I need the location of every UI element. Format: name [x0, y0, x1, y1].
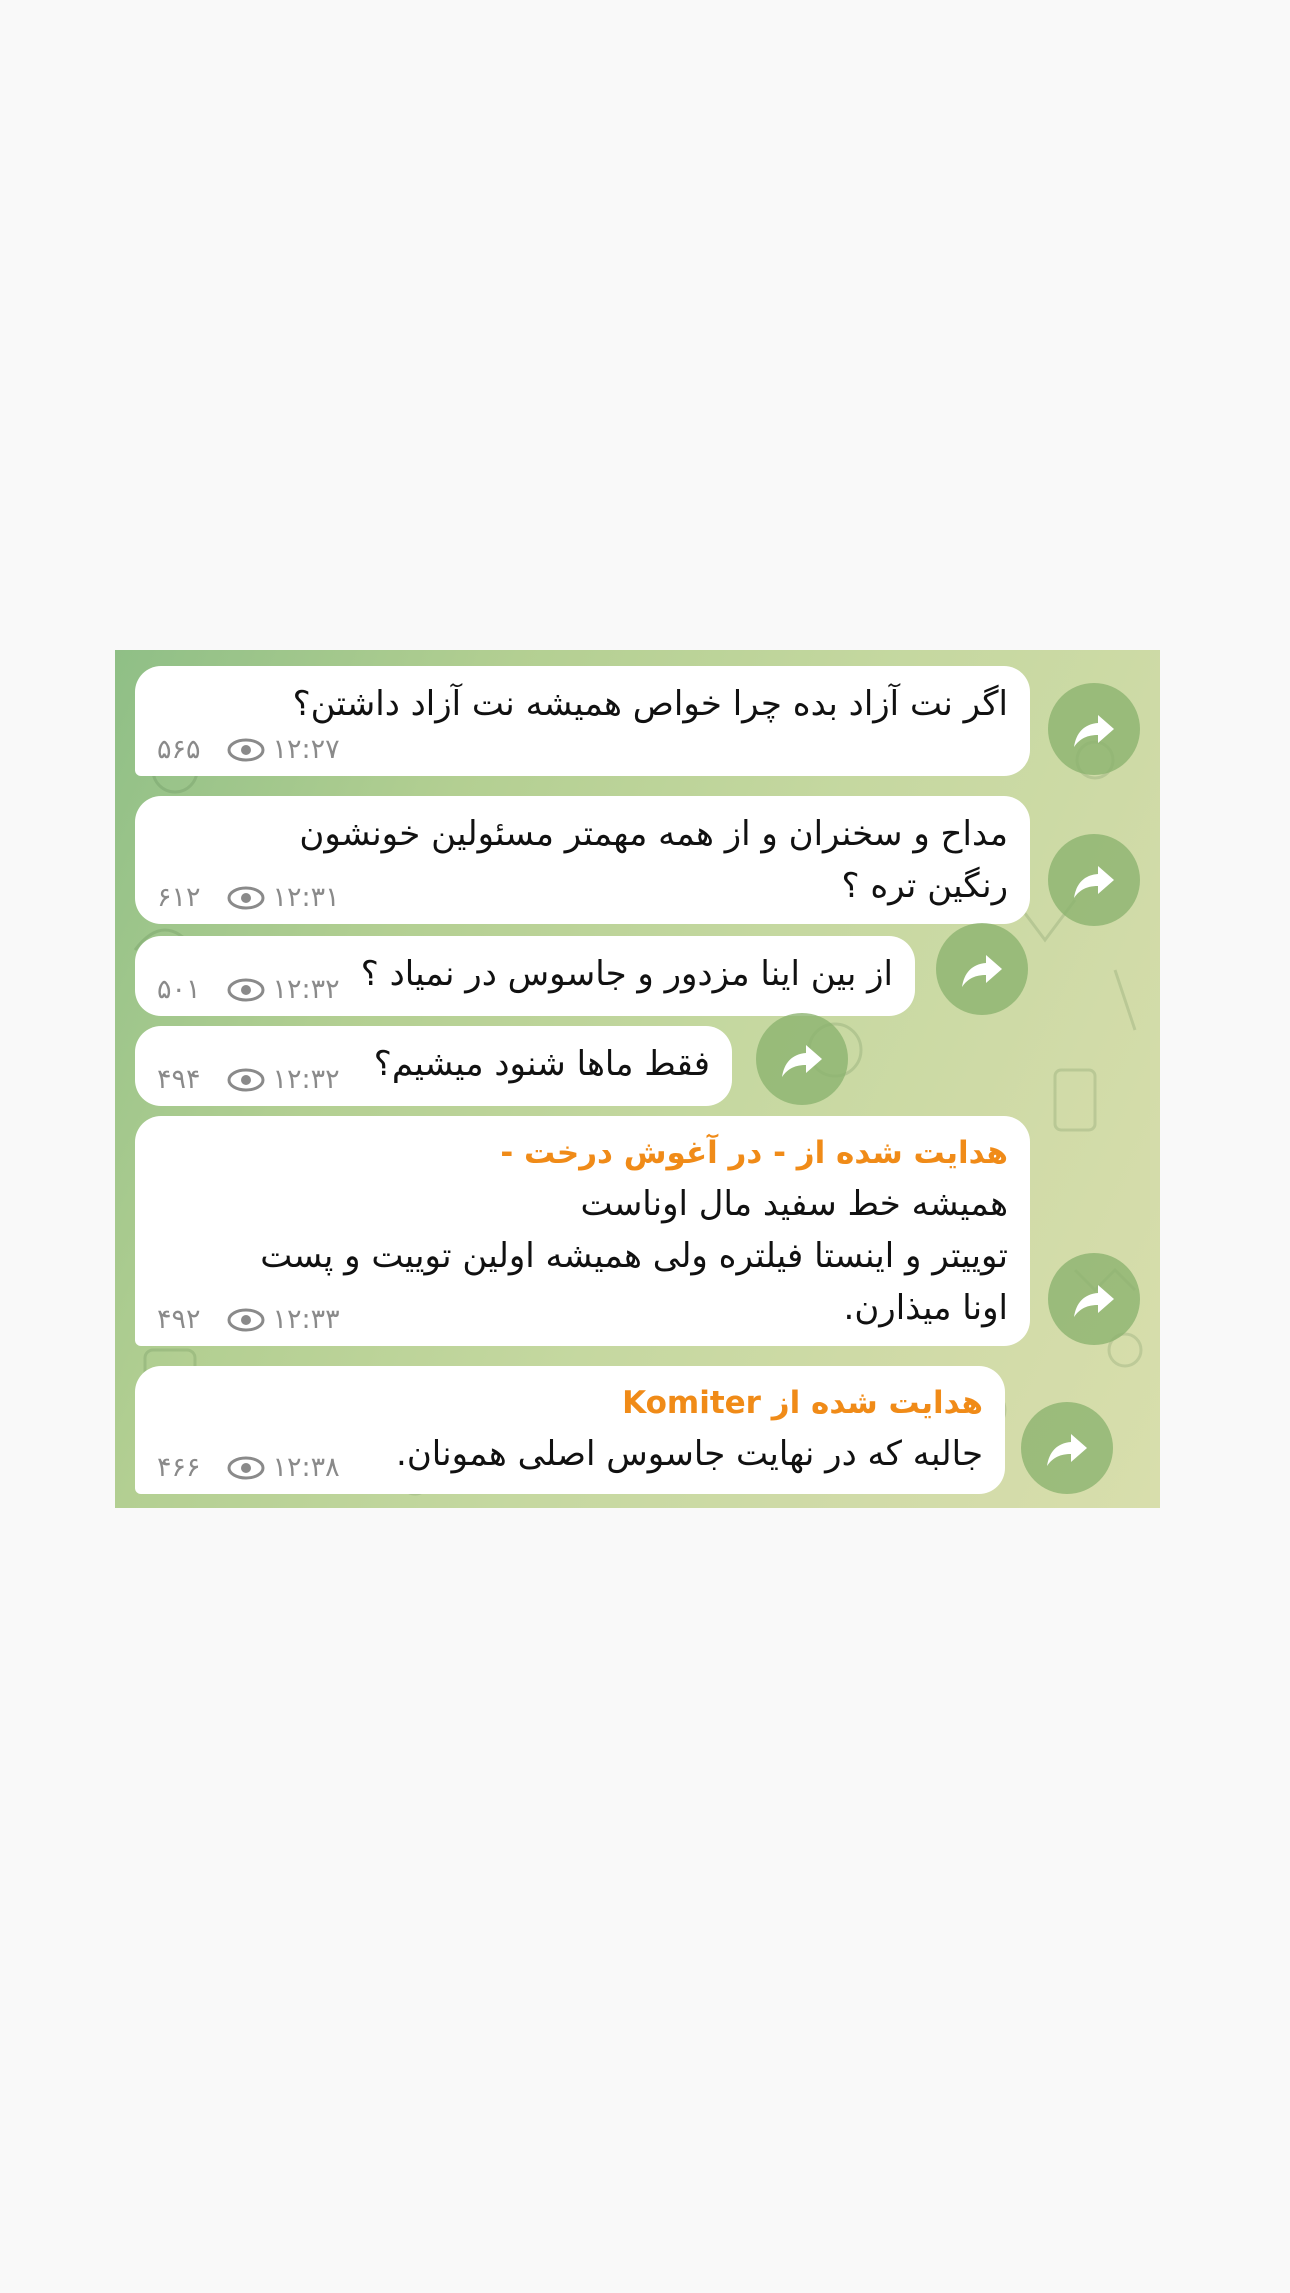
view-count: ۴۶۶: [157, 1452, 201, 1483]
share-button[interactable]: [756, 1013, 848, 1105]
message-time: ۱۲:۳۳: [272, 1304, 340, 1335]
share-button[interactable]: [1021, 1402, 1113, 1494]
message-text: فقط ماها شنود میشیم؟: [373, 1044, 710, 1084]
message-bubble[interactable]: [135, 936, 915, 1016]
view-count: ۵۰۱: [157, 974, 201, 1005]
message-meta: [157, 1448, 340, 1488]
share-arrow-icon: [1070, 705, 1118, 753]
message-text: از بین اینا مزدور و جاسوس در نمیاد ؟: [360, 954, 893, 994]
share-arrow-icon: [958, 945, 1006, 993]
message-meta: [157, 1300, 340, 1340]
message-meta: [157, 730, 340, 770]
view-count: ۵۶۵: [157, 734, 201, 765]
message-time: ۱۲:۳۲: [272, 974, 340, 1005]
chat-background: [115, 650, 1160, 1508]
view-count: ۴۹۴: [157, 1064, 201, 1095]
message-bubble[interactable]: [135, 666, 1030, 776]
eye-icon: [227, 738, 265, 762]
share-arrow-icon: [1070, 856, 1118, 904]
forwarded-from[interactable]: هدایت شده از Komiter: [622, 1385, 983, 1421]
message-text: جالبه که در نهایت جاسوس اصلی همونان.: [396, 1434, 983, 1474]
eye-icon: [227, 1068, 265, 1092]
message-text: اگر نت آزاد بده چرا خواص همیشه نت آزاد داشتن؟: [292, 684, 1008, 724]
message-bubble[interactable]: [135, 796, 1030, 924]
eye-icon: [227, 978, 265, 1002]
message-meta: [157, 878, 340, 918]
message-meta: [157, 1060, 340, 1100]
share-button[interactable]: [1048, 1253, 1140, 1345]
message-text: مداح و سخنران و از همه مهمتر مسئولین خونشون رنگین تره ؟: [299, 814, 1008, 906]
eye-icon: [227, 1456, 265, 1480]
message-text: همیشه خط سفید مال اوناست توییتر و اینستا فیلتره ولی همیشه اولین توییت و پست اونا میذارن.: [260, 1184, 1008, 1328]
message-time: ۱۲:۳۱: [272, 882, 340, 913]
share-button[interactable]: [936, 923, 1028, 1015]
share-button[interactable]: [1048, 683, 1140, 775]
share-arrow-icon: [778, 1035, 826, 1083]
message-bubble[interactable]: [135, 1116, 1030, 1346]
view-count: ۴۹۲: [157, 1304, 201, 1335]
message-time: ۱۲:۳۲: [272, 1064, 340, 1095]
share-arrow-icon: [1043, 1424, 1091, 1472]
forwarded-from[interactable]: هدایت شده از - در آغوش درخت -: [500, 1135, 1008, 1171]
message-time: ۱۲:۳۸: [272, 1452, 340, 1483]
message-time: ۱۲:۲۷: [272, 734, 340, 765]
message-meta: [157, 970, 340, 1010]
message-bubble[interactable]: [135, 1366, 1005, 1494]
share-button[interactable]: [1048, 834, 1140, 926]
share-arrow-icon: [1070, 1275, 1118, 1323]
eye-icon: [227, 1308, 265, 1332]
message-bubble[interactable]: [135, 1026, 732, 1106]
eye-icon: [227, 886, 265, 910]
view-count: ۶۱۲: [157, 882, 201, 913]
